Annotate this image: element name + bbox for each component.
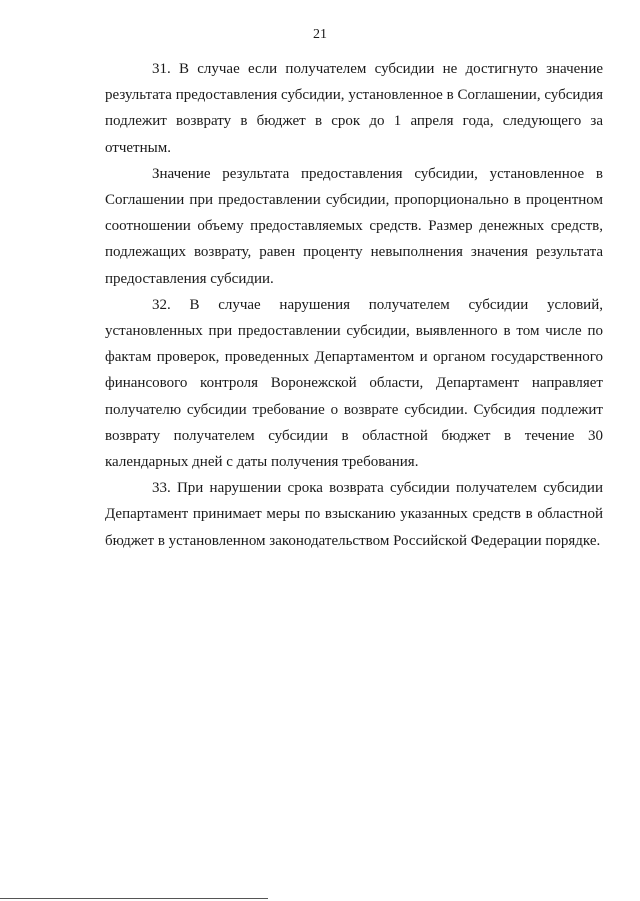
document-body (105, 56, 603, 554)
paragraph-31-continuation: Значение результата предоставления субсидии, установленное в Соглашении при предоставлении субсидии, пропорционально в процентном соотношении объему предоставляемых средств. Размер денежных средств, подлежащих возврату, равен проценту невыполнения значения результата предоставления субсидии. (105, 165, 603, 287)
footnote-divider (0, 898, 268, 899)
paragraph-32: 32. В случае нарушения получателем субсидии условий, установленных при предоставлении субсидии, выявленного в том числе по фактам проверок, проведенных Департаментом и органом государственного финансового контроля Воронежской области, Департамент направляет получателю субсидии требование о возврате субсидии. Субсидия подлежит возврату получателем субсидии в областной бюджет в течение 30 календарных дней с даты получения требования. (105, 296, 603, 471)
paragraph-33: 33. При нарушении срока возврата субсидии получателем субсидии Департамент принимает меры по взысканию указанных средств в областной бюджет в установленном законодательством Российской Федерации порядке. (105, 480, 603, 549)
paragraph-31: 31. В случае если получателем субсидии не достигнуто значение результата предоставления субсидии, установленное в Соглашении, субсидия подлежит возврату в бюджет в срок до 1 апреля года, следующего за отчетным. (105, 61, 603, 156)
page-number: 21 (313, 27, 327, 42)
